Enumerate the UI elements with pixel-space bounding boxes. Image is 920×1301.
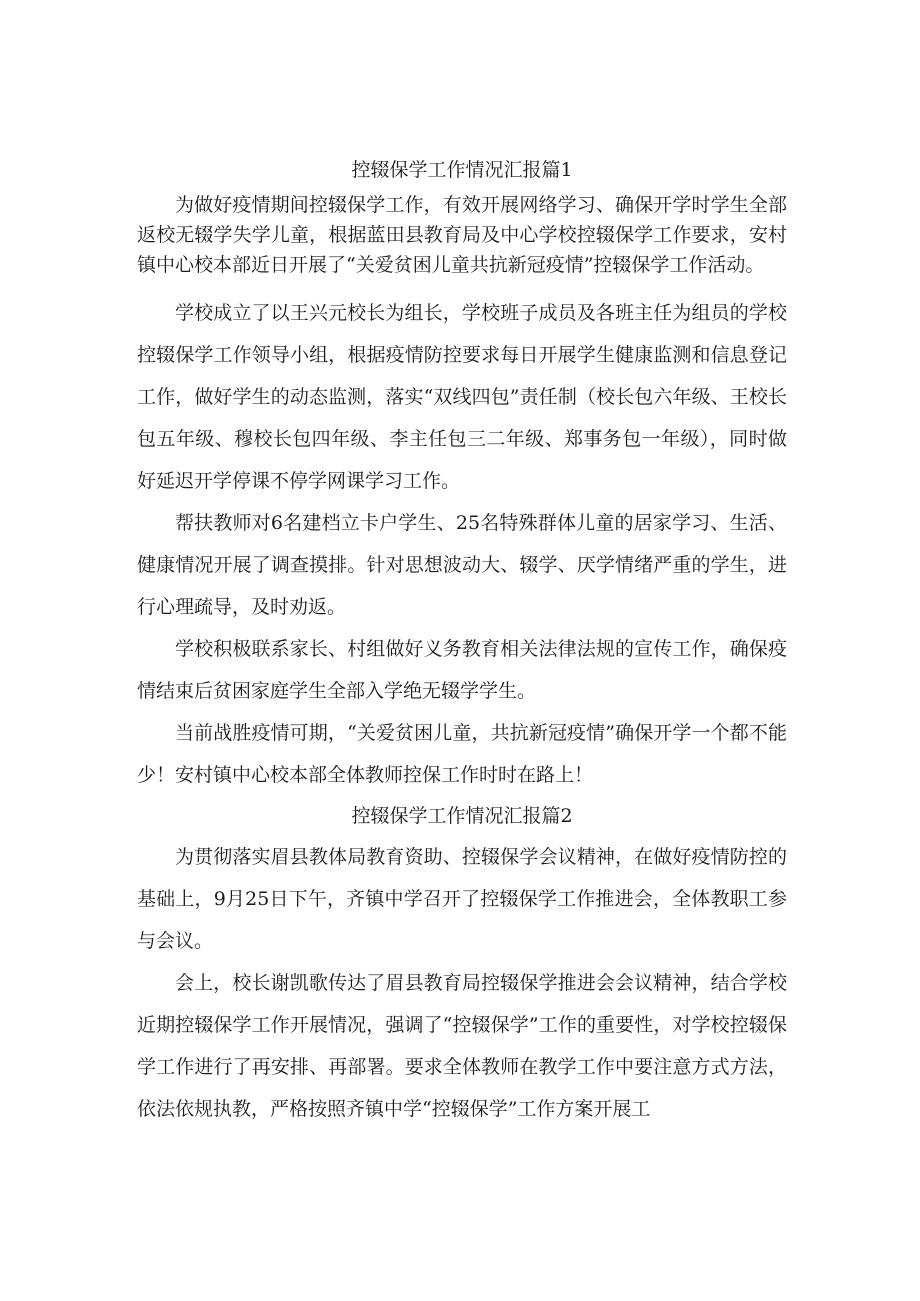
section-1-paragraph-5: 当前战胜疫情可期，“关爱贫困儿童，共抗新冠疫情”确保开学一个都不能少！安村镇中心校本部全体教师控保工作时时在路上！ — [137, 722, 787, 786]
document-body — [137, 150, 787, 1130]
section-2-title: 控辍保学工作情况汇报篇2 — [351, 805, 573, 827]
section-2-paragraph-1: 为贯彻落实眉县教体局教育资助、控辍保学会议精神，在做好疫情防控的基础上，9月25日下午，齐镇中学召开了控辍保学工作推进会，全体教职工参与会议。 — [137, 846, 787, 952]
section-2-paragraph-2: 会上，校长谢凯歌传达了眉县教育局控辍保学推进会会议精神，结合学校近期控辍保学工作开展情况，强调了“控辍保学”工作的重要性，对学校控辍保学工作进行了再安排、再部署。要求全体教师在教学工作中要注意方式方法，依法依规执教，严格按照齐镇中学“控辍保学”工作方案开展工 — [137, 972, 787, 1120]
section-1-paragraph-4: 学校积极联系家长、村组做好义务教育相关法律法规的宣传工作，确保疫情结束后贫困家庭学生全部入学绝无辍学学生。 — [137, 638, 787, 702]
section-1-title: 控辍保学工作情况汇报篇1 — [351, 159, 573, 181]
section-1-paragraph-2: 学校成立了以王兴元校长为组长，学校班子成员及各班主任为组员的学校控辍保学工作领导小组，根据疫情防控要求每日开展学生健康监测和信息登记工作，做好学生的动态监测，落实“双线四包”责任制（校长包六年级、王校长包五年级、穆校长包四年级、李主任包三二年级、郑事务包一年级），同时做好延迟开学停课不停学网课学习工作。 — [137, 302, 787, 492]
section-1-paragraph-1: 为做好疫情期间控辍保学工作，有效开展网络学习、确保开学时学生全部返校无辍学失学儿童，根据蓝田县教育局及中心学校控辍保学工作要求，安村镇中心校本部近日开展了“关爱贫困儿童共抗新冠疫情”控辍保学工作活动。 — [137, 194, 787, 276]
section-1-paragraph-3: 帮扶教师对6名建档立卡户学生、25名特殊群体儿童的居家学习、生活、健康情况开展了调查摸排。针对思想波动大、辍学、厌学情绪严重的学生，进行心理疏导，及时劝返。 — [137, 512, 787, 618]
